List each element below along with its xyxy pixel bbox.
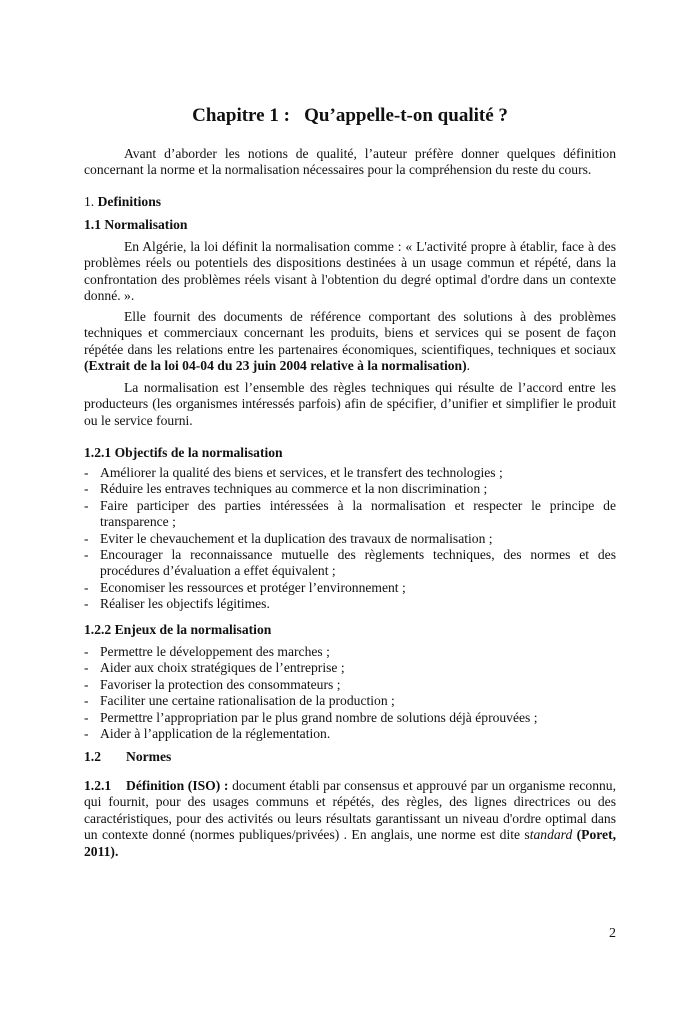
list-item: - Aider à l’application de la réglementation.: [84, 726, 616, 742]
section-1-number: 1.: [84, 194, 95, 209]
stakes-list-block: [84, 644, 616, 742]
section-1-2-2-heading: 1.2.2 Enjeux de la normalisation: [84, 622, 272, 637]
intro-block: [84, 146, 616, 179]
iso-definition-block: [84, 778, 616, 860]
p2-text: Elle fournit des documents de référence comportant des solutions à des problèmes techniques et commerciaux concernant les produits, biens et services qui se posent de façon répétée dans les relations entre les partenaires économiques, scientifiques, techniques et sociaux: [84, 309, 616, 357]
normalisation-definition-paragraph: En Algérie, la loi définit la normalisation comme : « L'activité propre à établir, face à des problèmes réels ou potentiels des dispositions destinées à un usage commun et répété, dans la confrontation des problèmes réels visant à l'obtention du degré optimal d'ordre dans un contexte donné. ».: [84, 239, 616, 304]
list-item: - Permettre l’appropriation par le plus grand nombre de solutions déjà éprouvées ;: [84, 710, 616, 726]
definition-number: 1.2.1: [84, 778, 112, 793]
stakes-list: [84, 644, 616, 742]
list-item: - Economiser les ressources et protéger l’environnement ;: [84, 580, 616, 596]
section-1-2-number: 1.2: [84, 749, 101, 764]
section-1-1-body-2: [84, 309, 616, 375]
definition-text: document établi par consensus et approuvé par un organisme reconnu, qui fournit, pour des usages communs et répétés, des règles, des lignes directrices ou des caractéristiques, pour des activités ou leurs résultats garantissant un niveau d'ordre optimal dans un contexte donné (normes publiques/privées) . En anglais, une norme est dite s: [84, 778, 616, 843]
law-citation: (Extrait de la loi 04-04 du 23 juin 2004 relative à la normalisation): [84, 358, 467, 374]
chapter-title: Chapitre 1 : Qu’appelle-t-on qualité ?: [192, 105, 508, 126]
list-item: - Réaliser les objectifs légitimes.: [84, 596, 616, 612]
section-1-2-heading: [84, 749, 616, 765]
list-item: - Faciliter une certaine rationalisation de la production ;: [84, 693, 616, 709]
reference-documents-paragraph: [84, 309, 616, 375]
objectives-list-block: [84, 465, 616, 613]
list-item: - Eviter le chevauchement et la duplication des travaux de normalisation ;: [84, 531, 616, 547]
document-page: [84, 0, 616, 1028]
list-item: - Permettre le développement des marches ;: [84, 644, 616, 660]
section-1-1-heading: 1.1 Normalisation: [84, 217, 188, 232]
list-item: - Faire participer des parties intéressées à la normalisation et respecter le principe de transparence ;: [84, 498, 616, 531]
definition-label: Définition (ISO) :: [126, 778, 229, 793]
list-item: - Améliorer la qualité des biens et services, et le transfert des technologies ;: [84, 465, 616, 481]
section-1-1-body: [84, 239, 616, 305]
definition-reference: (Poret, 2011).: [84, 827, 617, 859]
list-item: - Favoriser la protection des consommateurs ;: [84, 677, 616, 693]
section-1-2-title: Normes: [126, 749, 172, 764]
p2-end: .: [466, 358, 471, 374]
definition-italic-word: tandard: [529, 827, 573, 843]
section-1-1-body-3: [84, 380, 616, 429]
objectives-list: [84, 465, 616, 613]
section-1-heading: [84, 194, 616, 210]
iso-definition-paragraph: [84, 778, 616, 860]
list-item: - Réduire les entraves techniques au commerce et la non discrimination ;: [84, 481, 616, 497]
rules-paragraph: La normalisation est l’ensemble des règles techniques qui résulte de l’accord entre les producteurs (les organismes intéressés parfois) afin de spécifier, d’unifier et simplifier le produit ou le service fourni.: [84, 380, 616, 428]
page-number: 2: [609, 926, 616, 941]
list-item: - Encourager la reconnaissance mutuelle des règlements techniques, des normes et des procédures d’évaluation a effet équivalent ;: [84, 547, 616, 580]
intro-paragraph: Avant d’aborder les notions de qualité, l’auteur préfère donner quelques définition concernant la norme et la normalisation nécessaires pour la compréhension du reste du cours.: [84, 146, 616, 178]
section-1-2-1-heading: 1.2.1 Objectifs de la normalisation: [84, 445, 283, 460]
list-item: - Aider aux choix stratégiques de l’entreprise ;: [84, 660, 616, 676]
section-1-title: Definitions: [97, 194, 162, 209]
